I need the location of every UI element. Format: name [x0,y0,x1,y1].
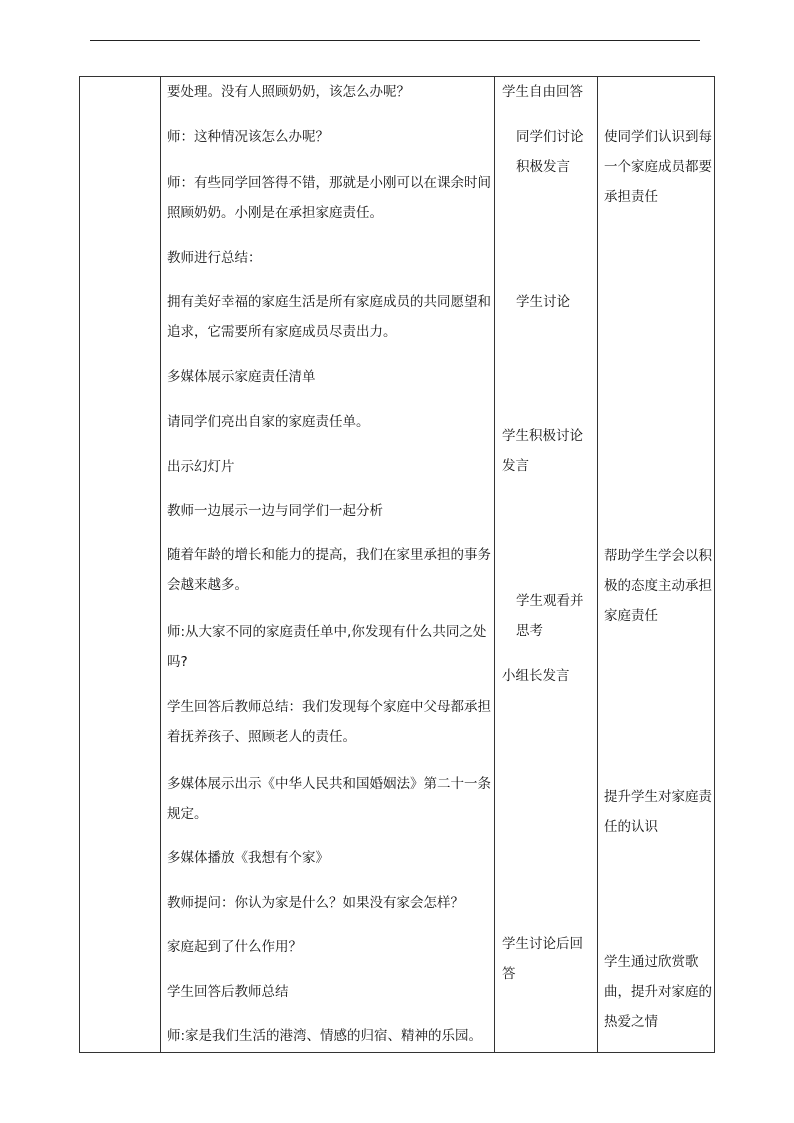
teacher-line: 教师一边展示一边与同学们一起分析 [167,503,383,519]
column-divider [494,77,495,1052]
intent-line: 帮助学生学会以积极的态度主动承担家庭责任 [604,548,712,624]
student-line: 学生观看并思考 [516,593,584,639]
teacher-line: 教师进行总结： [167,250,262,266]
intent-line: 提升学生对家庭责任的认识 [604,789,712,835]
column-divider [597,77,598,1052]
teacher-line: 家庭起到了什么作用？ [167,939,302,955]
intent-line: 使同学们认识到每一个家庭成员都要承担责任 [604,129,712,205]
teacher-line: 多媒体展示家庭责任清单 [167,369,316,385]
teacher-line: 请同学们亮出自家的家庭责任单。 [167,414,370,430]
column-divider [160,77,161,1052]
student-line: 学生自由回答 [502,84,583,100]
teacher-line: 学生回答后教师总结 [167,984,289,1000]
teacher-line: 拥有美好幸福的家庭生活是所有家庭成员的共同愿望和追求，它需要所有家庭成员尽责出力。 [167,294,491,340]
student-line: 小组长发言 [502,668,570,684]
student-activity-column [502,77,594,1052]
teacher-line: 师：这种情况该怎么办呢？ [167,129,329,145]
teacher-activity-column [167,77,492,1052]
student-line: 同学们讨论积极发言 [516,129,584,175]
header-rule [90,40,700,41]
teacher-line: 随着年龄的增长和能力的提高，我们在家里承担的事务会越来越多。 [167,547,491,593]
student-line: 学生讨论后回答 [502,936,583,982]
teacher-line: 多媒体展示出示《中华人民共和国婚姻法》第二十一条规定。 [167,776,491,822]
lesson-plan-table [79,76,715,1053]
student-line: 学生积极讨论发言 [502,428,583,474]
design-intent-column [604,77,712,1052]
teacher-line: 教师提问：你认为家是什么？如果没有家会怎样？ [167,895,464,911]
student-line: 学生讨论 [516,294,570,310]
teacher-line: 师:家是我们生活的港湾、情感的归宿、精神的乐园。 [167,1028,483,1044]
teacher-line: 出示幻灯片 [167,459,235,475]
teacher-line: 师:从大家不同的家庭责任单中,你发现有什么共同之处吗? [167,624,487,670]
teacher-line: 学生回答后教师总结：我们发现每个家庭中父母都承担着抚养孩子、照顾老人的责任。 [167,699,491,745]
teacher-line: 多媒体播放《我想有个家》 [167,850,329,866]
intent-line: 学生通过欣赏歌曲，提升对家庭的热爱之情 [604,954,712,1030]
teacher-line: 师：有些同学回答得不错，那就是小刚可以在课余时间照顾奶奶。小刚是在承担家庭责任。 [167,175,491,221]
teacher-line: 要处理。没有人照顾奶奶，该怎么办呢？ [167,84,410,100]
